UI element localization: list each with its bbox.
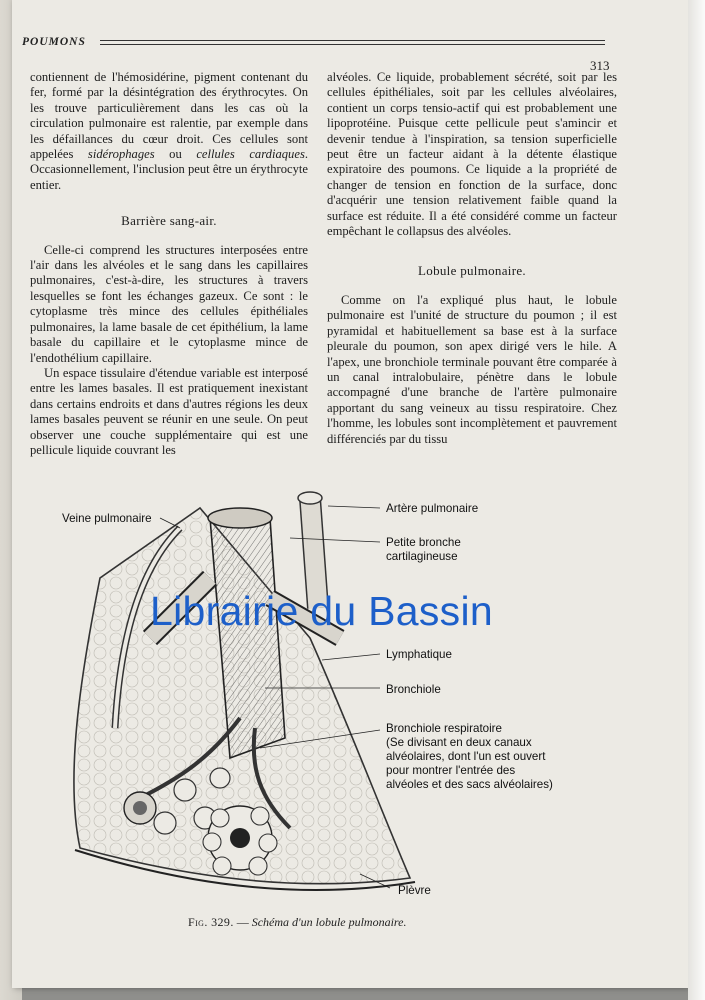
page-stack-edge <box>688 0 705 1000</box>
page-number: 313 <box>590 58 610 73</box>
paragraph: Un espace tissulaire d'étendue variable est interposé entre les lames basales. Il est pratiquement inexistant dans certains endroits et dans d'autres régions les deux lames basales peuvent se réunir en une seule. On peut observer une couche supplémentaire qui est une pellicule liquide couvrant les <box>30 365 308 457</box>
figure-caption: Fig. 329. — Schéma d'un lobule pulmonaire. <box>188 915 407 929</box>
label-resp-line-4: pour montrer l'entrée des <box>386 764 516 777</box>
left-column <box>30 70 308 458</box>
label-petite-bronche: Petite bronche <box>386 536 461 549</box>
label-plevre: Plèvre <box>398 884 431 897</box>
label-veine-pulmonaire: Veine pulmonaire <box>62 512 152 525</box>
label-lymphatique: Lymphatique <box>386 648 452 661</box>
running-head: POUMONS <box>22 36 86 48</box>
right-column <box>327 70 617 447</box>
label-bronchiole: Bronchiole <box>386 683 441 696</box>
section-heading: Barrière sang-air. <box>121 213 217 229</box>
label-bronchiole-respiratoire: Bronchiole respiratoire <box>386 722 502 735</box>
label-artere-pulmonaire: Artère pulmonaire <box>386 502 479 515</box>
header-rule <box>100 40 605 45</box>
lobule-illustration <box>60 478 420 908</box>
paragraph: contiennent de l'hémosidérine, pigment contenant du fer, formé par la désintégration des érythrocytes. On les trouve particulièrement dans les cas où la circulation pulmonaire est ralentie, par exemple dans les défaillances du cœur droit. Ces cellules sont appelées sidérophages ou cellules cardiaques. Occasionnellement, l'inclusion peut être un érythrocyte entier. <box>30 70 308 192</box>
paragraph: alvéoles. Ce liquide, probablement sécrété, soit par les cellules épithéliales, soit par les cellules alvéolaires, contient un corps tensio-actif qui est probablement une lipoprotéine. Puisque cette pellicule peut s'amincir et devenir tendue à l'inspiration, sa tension superficielle peut être un facteur aidant à la détente élastique expiratoire des poumons. Ce liquide a la propriété de changer de tension en fonction de la surface, donc d'acquérir une tension relativement faible quand la surface est réduite. Il a été considéré comme un facteur empêchant le collapsus des alvéoles. <box>327 70 617 239</box>
label-cartilagineuse: cartilagineuse <box>386 550 458 563</box>
paragraph: Celle-ci comprend les structures interposées entre l'air dans les alvéoles et le sang dans les capillaires pulmonaires, c'est-à-dire, les structures à travers lesquelles se font les échanges gazeux. Ce sont : le cytoplasme très mince des cellules épithéliales pulmonaires, la lame basale de cet épithélium, la lame basale du capillaire et le cytoplasme mince de l'endothélium capillaire. <box>30 242 308 365</box>
label-resp-line-2: (Se divisant en deux canaux <box>386 736 532 749</box>
label-resp-line-3: alvéolaires, dont l'un est ouvert <box>386 750 546 763</box>
watermark: Librairie du Bassin <box>150 588 493 634</box>
section-heading: Lobule pulmonaire. <box>418 263 526 279</box>
paragraph: Comme on l'a expliqué plus haut, le lobule pulmonaire est l'unité de structure du poumon ; il est pyramidal et habituellement sa base est à la surface pleurale du poumon, son apex dirigé vers le hile. A l'apex, une bronchiole terminale pouvant être comparée à un canal intralobulaire, pénètre dans le lobule accompagné d'une branche de l'artère pulmonaire apportant du sang veineux au tissu respiratoire. Chez l'homme, les lobules sont incomplètement et pauvrement différenciés par du tissu <box>327 292 617 446</box>
label-resp-line-5: alvéoles et des sacs alvéolaires) <box>386 778 553 791</box>
